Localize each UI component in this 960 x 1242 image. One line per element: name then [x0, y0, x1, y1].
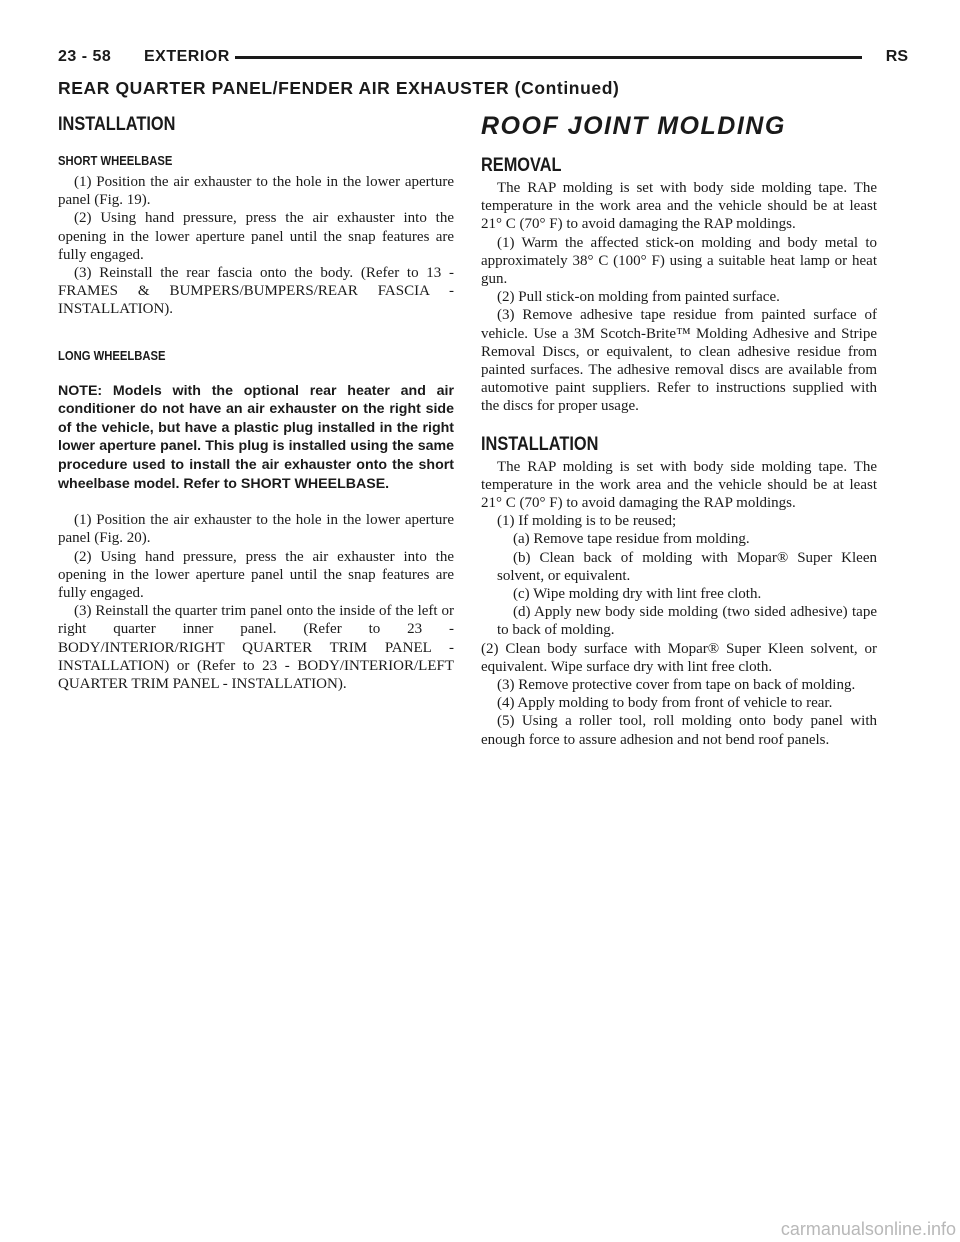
roof-joint-molding-title: ROOF JOINT MOLDING [481, 112, 786, 140]
model-code: RS [885, 48, 908, 65]
install-step-4: (4) Apply molding to body from front of vehicle to rear. [497, 695, 833, 712]
installation-heading-right: INSTALLATION [481, 433, 599, 455]
continued-title: REAR QUARTER PANEL/FENDER AIR EXHAUSTER (Continued) [58, 78, 620, 98]
removal-step-1: (1) Warm the affected stick-on molding and body metal to approximately 38° C (100° F) using a suitable heat lamp or heat gun. [481, 234, 877, 288]
right-column [481, 112, 877, 749]
removal-intro: The RAP molding is set with body side molding tape. The temperature in the work area and the vehicle should be at least 21° C (70° F) to avoid damaging the RAP moldings. [481, 180, 877, 233]
install-substep-b: (b) Clean back of molding with Mopar® Super Kleen solvent, or equivalent. [497, 549, 877, 584]
long-wheelbase-heading: LONG WHEELBASE [58, 348, 166, 363]
install-substep-c: (c) Wipe molding dry with lint free cloth. [513, 586, 762, 603]
left-column [58, 112, 454, 693]
install-step-2: (2) Clean body surface with Mopar® Super Kleen solvent, or equivalent. Wipe surface dry with lint free cloth. [481, 640, 877, 675]
short-step-2: (2) Using hand pressure, press the air exhauster into the opening in the lower aperture panel until the snap features are fully engaged. [58, 210, 454, 263]
removal-step-2: (2) Pull stick-on molding from painted surface. [497, 289, 780, 306]
long-step-3: (3) Reinstall the quarter trim panel onto the inside of the left or right quarter inner panel. (Refer to 23 - BODY/INTERIOR/RIGHT QUARTER TRIM PANEL - INSTALLATION) or (Refer to 23 - BODY/INTERIOR/LEFT QUARTER TRIM PANEL - INSTALLATION). [58, 603, 454, 693]
page-number: 23 - 58 [58, 48, 112, 65]
watermark: carmanualsonline.info [780, 1219, 956, 1239]
short-wheelbase-heading: SHORT WHEELBASE [58, 154, 173, 168]
short-step-3: (3) Reinstall the rear fascia onto the body. (Refer to 13 - FRAMES & BUMPERS/BUMPERS/REAR FASCIA - INSTALLATION). [58, 265, 454, 318]
header-rule [235, 56, 862, 59]
install-step-5: (5) Using a roller tool, roll molding onto body panel with enough force to assure adhesion and not bend roof panels. [481, 713, 877, 748]
note-text: NOTE: Models with the optional rear heater and air conditioner do not have an air exhauster on the right side of the vehicle, but have a plastic plug installed in the right lower aperture panel. This plug is installed using the same procedure used to install the air exhauster onto the short wheelbase model. Refer to SHORT WHEELBASE. [58, 382, 454, 492]
install-substep-a: (a) Remove tape residue from molding. [513, 531, 750, 548]
long-step-2: (2) Using hand pressure, press the air exhauster into the opening in the lower aperture panel until the snap features are fully engaged. [58, 548, 454, 601]
page-header [58, 44, 908, 74]
removal-heading: REMOVAL [481, 155, 562, 176]
installation-intro: The RAP molding is set with body side molding tape. The temperature in the work area and the vehicle should be at least 21° C (70° F) to avoid damaging the RAP moldings. [481, 458, 877, 512]
section-name: EXTERIOR [144, 48, 230, 65]
installation-heading: INSTALLATION [58, 114, 176, 135]
install-step-1: (1) If molding is to be reused; [497, 513, 677, 530]
install-substep-d: (d) Apply new body side molding (two sided adhesive) tape to back of molding. [497, 604, 877, 639]
install-step-3: (3) Remove protective cover from tape on back of molding. [497, 677, 856, 694]
short-step-1: (1) Position the air exhauster to the hole in the lower aperture panel (Fig. 19). [58, 174, 454, 209]
removal-step-3: (3) Remove adhesive tape residue from painted surface of vehicle. Use a 3M Scotch-Brite™ Molding Adhesive and Stripe Removal Discs, or equivalent, to clean adhesive residue from painted surfaces. The adhesive removal discs are available from automotive paint suppliers. Refer to instructions supplied with the discs for proper usage. [481, 307, 877, 415]
long-step-1: (1) Position the air exhauster to the hole in the lower aperture panel (Fig. 20). [58, 512, 454, 547]
